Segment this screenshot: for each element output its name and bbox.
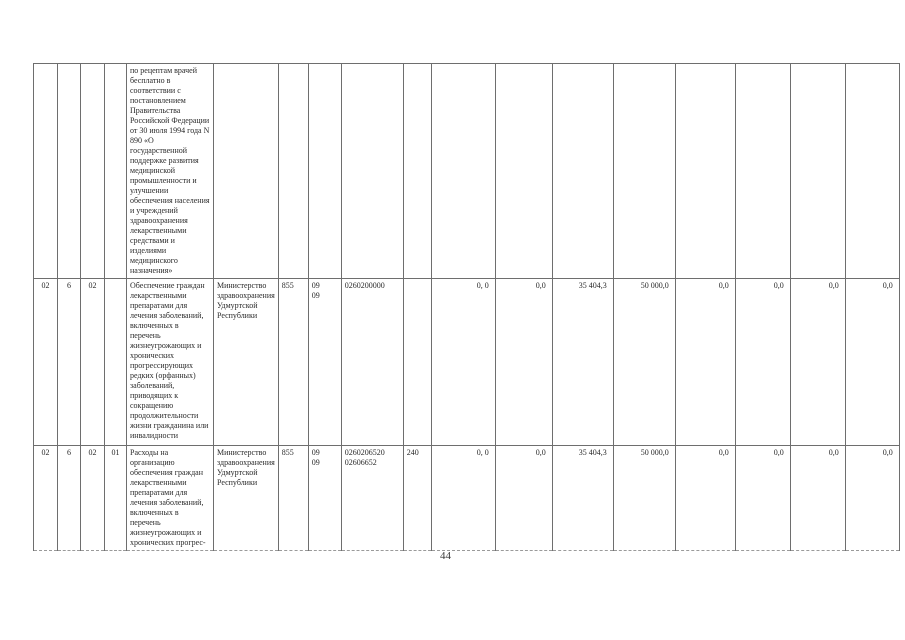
table-row xyxy=(34,446,900,551)
cell-vr: 240 xyxy=(403,446,431,551)
cell-csr xyxy=(341,64,403,279)
cell-csr: 0260206520 02606652 xyxy=(341,446,403,551)
cell-value: 0,0 xyxy=(735,279,790,446)
cell-rzpr: 09 09 xyxy=(308,446,341,551)
cell-vr xyxy=(403,64,431,279)
cell-value xyxy=(495,64,552,279)
cell-value: 0,0 xyxy=(790,279,845,446)
cell-value: 0,0 xyxy=(790,446,845,551)
cell-value xyxy=(675,64,735,279)
cell-value: 0,0 xyxy=(675,446,735,551)
cell-value: 0,0 xyxy=(495,446,552,551)
table-row xyxy=(34,64,900,279)
budget-table xyxy=(33,63,900,551)
cell-m xyxy=(105,279,127,446)
cell-grbs xyxy=(278,64,308,279)
cell-value: 0,0 xyxy=(845,279,899,446)
cell-executor: Министерство здравоохранения Удмуртской Республики xyxy=(214,279,279,446)
cell-value: 50 000,0 xyxy=(613,446,675,551)
cell-value: 0, 0 xyxy=(431,446,495,551)
cell-name: Обеспечение граждан лекарственными препаратами для лечения заболеваний, включенных в перечень жизнеугрожающих и хронических прогрессирующих редких (орфанных) заболеваний, приводящих к сокращению продолжительности жизни гражданина или инвалидности xyxy=(127,279,214,446)
cell-m xyxy=(105,64,127,279)
cell-value xyxy=(552,64,613,279)
cell-value: 35 404,3 xyxy=(552,279,613,446)
cell-pp xyxy=(58,64,81,279)
cell-grbs: 855 xyxy=(278,279,308,446)
cell-pp: 6 xyxy=(58,446,81,551)
cell-om: 02 xyxy=(81,446,105,551)
cell-rzpr xyxy=(308,64,341,279)
cell-executor: Министерство здравоохранения Удмуртской Республики xyxy=(214,446,279,551)
page-number: 44 xyxy=(440,550,451,562)
cell-value: 35 404,3 xyxy=(552,446,613,551)
cell-value: 0,0 xyxy=(675,279,735,446)
cell-vr xyxy=(403,279,431,446)
cell-pp: 6 xyxy=(58,279,81,446)
cell-value: 50 000,0 xyxy=(613,279,675,446)
cell-value xyxy=(790,64,845,279)
table-row xyxy=(34,279,900,446)
cell-name: Расходы на организацию обеспечения граждан лекарственными препаратами для лечения заболеваний, включенных в перечень жизнеугрожающих и хронических прогрес- xyxy=(127,446,214,551)
cell-value xyxy=(431,64,495,279)
cell-value xyxy=(735,64,790,279)
cell-executor xyxy=(214,64,279,279)
cell-name: по рецептам врачей бесплатно в соответствии с постановлением Правительства Российской Федерации от 30 июля 1994 года N 890 «О государственной поддержке развития медицинской промышленности и улучшении обеспечения населения и учреждений здравоохранения лекарственными средствами и изделиями медицинского назначения» xyxy=(127,64,214,279)
cell-gp xyxy=(34,64,58,279)
cell-om: 02 xyxy=(81,279,105,446)
cell-value: 0, 0 xyxy=(431,279,495,446)
cell-grbs: 855 xyxy=(278,446,308,551)
cell-value xyxy=(845,64,899,279)
cell-m: 01 xyxy=(105,446,127,551)
cell-csr: 0260200000 xyxy=(341,279,403,446)
cell-value: 0,0 xyxy=(845,446,899,551)
cell-gp: 02 xyxy=(34,279,58,446)
cell-rzpr: 09 09 xyxy=(308,279,341,446)
cell-value: 0,0 xyxy=(495,279,552,446)
cell-gp: 02 xyxy=(34,446,58,551)
cell-value: 0,0 xyxy=(735,446,790,551)
cell-value xyxy=(613,64,675,279)
cell-om xyxy=(81,64,105,279)
